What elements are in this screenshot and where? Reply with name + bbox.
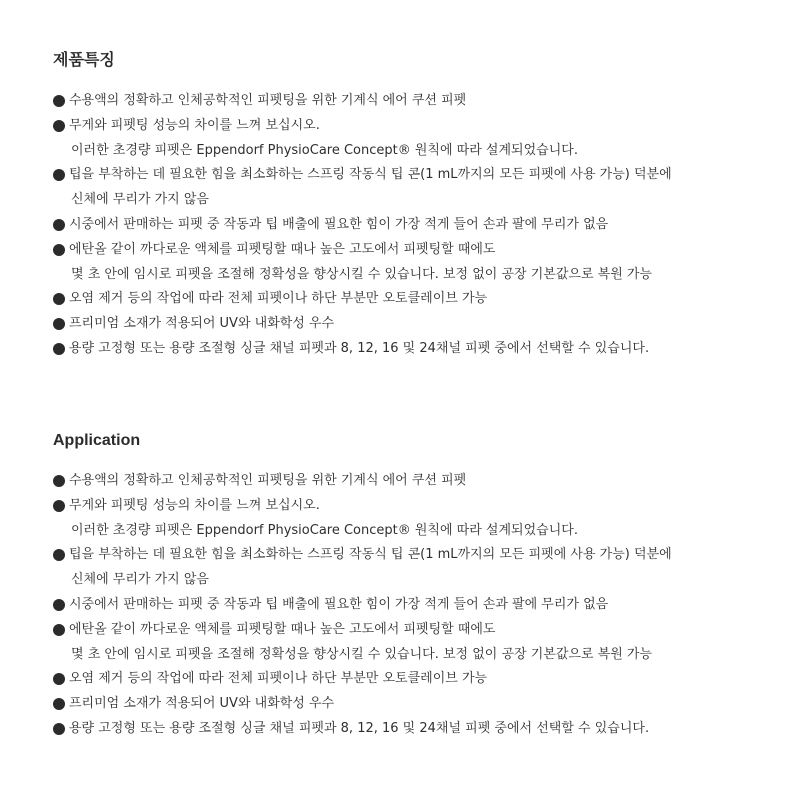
feature-list xyxy=(53,89,753,362)
list-item xyxy=(53,692,753,717)
list-item-continuation: 이러한 초경량 피펫은 Eppendorf PhysioCare Concept® 원칙에 따라 설계되었습니다. xyxy=(71,142,578,158)
bullet-icon xyxy=(53,475,65,487)
list-item-text: 시중에서 판매하는 피펫 중 작동과 팁 배출에 필요한 힘이 가장 적게 들어 손과 팔에 무리가 없음 xyxy=(69,216,609,232)
list-item-text: 무게와 피펫팅 성능의 차이를 느껴 보십시오. xyxy=(69,497,320,513)
list-item-text: 수용액의 정확하고 인체공학적인 피펫팅을 위한 기계식 에어 쿠션 피펫 xyxy=(69,93,467,108)
list-item-text: 프리미엄 소재가 적용되어 UV와 내화학성 우수 xyxy=(69,696,335,712)
list-item-text: 용량 고정형 또는 용량 조절형 싱글 채널 피펫과 8, 12, 16 및 24채널 피펫 중에서 선택할 수 있습니다. xyxy=(69,720,650,736)
bullet-icon xyxy=(53,95,65,107)
bullet-icon xyxy=(53,318,65,330)
list-item-continuation: 몇 초 안에 임시로 피펫을 조절해 정확성을 향상시킬 수 있습니다. 보정 없이 공장 기본값으로 복원 가능 xyxy=(71,266,652,282)
bullet-icon xyxy=(53,293,65,305)
list-item xyxy=(53,494,753,544)
bullet-icon xyxy=(53,120,65,132)
bullet-icon xyxy=(53,169,65,181)
list-item-continuation: 신체에 무리가 가지 않음 xyxy=(71,192,209,208)
bullet-icon xyxy=(53,673,65,685)
list-item xyxy=(53,163,753,213)
list-item xyxy=(53,213,753,238)
list-item-text: 에탄올 같이 까다로운 액체를 피펫팅할 때나 높은 고도에서 피펫팅할 때에도 xyxy=(69,621,496,637)
bullet-icon xyxy=(53,698,65,710)
list-item xyxy=(53,89,753,114)
list-item xyxy=(53,114,753,164)
list-item xyxy=(53,667,753,692)
list-item xyxy=(53,593,753,618)
list-item xyxy=(53,717,753,742)
list-item-text: 팁을 부착하는 데 필요한 힘을 최소화하는 스프링 작동식 팁 콘(1 mL까지의 모든 피펫에 사용 가능) 덕분에 xyxy=(69,547,672,563)
bullet-icon xyxy=(53,244,65,256)
bullet-icon xyxy=(53,723,65,735)
list-item xyxy=(53,337,753,362)
list-item xyxy=(53,469,753,494)
list-item-continuation: 몇 초 안에 임시로 피펫을 조절해 정확성을 향상시킬 수 있습니다. 보정 없이 공장 기본값으로 복원 가능 xyxy=(71,646,652,662)
list-item-continuation: 신체에 무리가 가지 않음 xyxy=(71,572,209,588)
bullet-icon xyxy=(53,624,65,636)
section-title: Application xyxy=(53,432,141,449)
list-item-text: 무게와 피펫팅 성능의 차이를 느껴 보십시오. xyxy=(69,117,320,133)
bullet-icon xyxy=(53,500,65,512)
bullet-icon xyxy=(53,343,65,355)
bullet-icon xyxy=(53,219,65,231)
list-item-text: 용량 고정형 또는 용량 조절형 싱글 채널 피펫과 8, 12, 16 및 24채널 피펫 중에서 선택할 수 있습니다. xyxy=(69,340,650,356)
list-item-continuation: 이러한 초경량 피펫은 Eppendorf PhysioCare Concept® 원칙에 따라 설계되었습니다. xyxy=(71,522,578,538)
bullet-icon xyxy=(53,549,65,561)
list-item-text: 팁을 부착하는 데 필요한 힘을 최소화하는 스프링 작동식 팁 콘(1 mL까지의 모든 피펫에 사용 가능) 덕분에 xyxy=(69,167,672,183)
application-list xyxy=(53,469,753,742)
bullet-icon xyxy=(53,599,65,611)
list-item xyxy=(53,618,753,668)
list-item xyxy=(53,543,753,593)
section-title: 제품특징 xyxy=(53,52,115,69)
application-section xyxy=(53,430,753,742)
list-item-text: 오염 제거 등의 작업에 따라 전체 피펫이나 하단 부분만 오토클레이브 가능 xyxy=(69,671,488,687)
features-section xyxy=(53,50,753,362)
list-item xyxy=(53,312,753,337)
list-item-text: 수용액의 정확하고 인체공학적인 피펫팅을 위한 기계식 에어 쿠션 피펫 xyxy=(69,473,467,488)
list-item-text: 프리미엄 소재가 적용되어 UV와 내화학성 우수 xyxy=(69,316,335,332)
list-item-text: 오염 제거 등의 작업에 따라 전체 피펫이나 하단 부분만 오토클레이브 가능 xyxy=(69,291,488,307)
list-item-text: 시중에서 판매하는 피펫 중 작동과 팁 배출에 필요한 힘이 가장 적게 들어 손과 팔에 무리가 없음 xyxy=(69,596,609,612)
list-item xyxy=(53,287,753,312)
list-item xyxy=(53,238,753,288)
list-item-text: 에탄올 같이 까다로운 액체를 피펫팅할 때나 높은 고도에서 피펫팅할 때에도 xyxy=(69,241,496,257)
